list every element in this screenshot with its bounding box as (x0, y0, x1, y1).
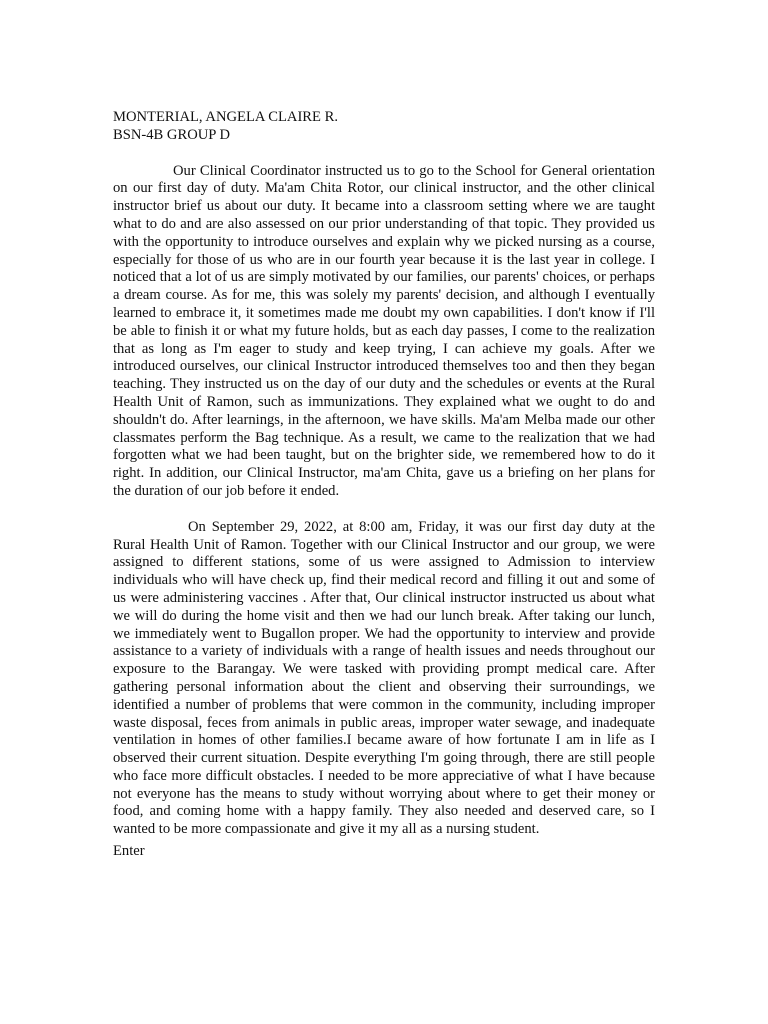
document-page (113, 109, 655, 861)
trailing-text: Enter (113, 843, 145, 860)
student-section: BSN-4B GROUP D (113, 126, 231, 143)
paragraph-orientation: Our Clinical Coordinator instructed us to go to the School for General orientation on our first day of duty. Ma'am Chita Rotor, our clinical instructor, and the other clinical instructor brief us about our duty. It became into a classroom setting where we are taught what to do and are also assessed on our prior understanding of that topic. They provided us with the opportunity to introduce ourselves and explain why we picked nursing as a course, especially for those of us who are in our fourth year because it is the last year in college. I noticed that a lot of us are simply motivated by our families, our parents' choices, or perhaps a dream course. As for me, this was solely my parents' decision, and although I eventually learned to embrace it, it sometimes made me doubt my own capabilities. I don't know if I'll be able to finish it or what my future holds, but as each day passes, I come to the realization that as long as I'm eager to study and keep trying, I can achieve my goals. After we introduced ourselves, our clinical Instructor introduced themselves too and then they began teaching. They instructed us on the day of our duty and the schedules or events at the Rural Health Unit of Ramon, such as immunizations. They explained what we ought to do and shouldn't do. After learnings, in the afternoon, we have skills. Ma'am Melba made our other classmates perform the Bag technique. As a result, we came to the realization that we had forgotten what we had been taught, but on the brighter side, we remembered how to do it right. In addition, our Clinical Instructor, ma'am Chita, gave us a briefing on her plans for the duration of our job before it ended. (113, 162, 655, 499)
paragraph-first-duty: On September 29, 2022, at 8:00 am, Friday, it was our first day duty at the Rural Health Unit of Ramon. Together with our Clinical Instructor and our group, we were assigned to different stations, some of us were assigned to Admission to interview individuals who will have check up, find their medical record and filling it out and some of us were administering vaccines . After that, Our clinical instructor instructed us about what we will do during the home visit and then we had our lunch break. After taking our lunch, we immediately went to Bugallon proper. We had the opportunity to interview and provide assistance to a variety of individuals with a range of health issues and needs throughout our exposure to the Barangay. We were tasked with providing prompt medical care. After gathering personal information about the client and observing their surroundings, we identified a number of problems that were common in the community, including improper waste disposal, feces from animals in public areas, improper water sewage, and inadequate ventilation in homes of other families.I became aware of how fortunate I am in life as I observed their current situation. Despite everything I'm going through, there are still people who face more difficult obstacles. I needed to be more appreciative of what I have because not everyone has the means to study without worrying about where to get their money or food, and coming home with a happy family. They also needed and deserved care, so I wanted to be more compassionate and give it my all as a nursing student. (113, 518, 655, 838)
student-name: MONTERIAL, ANGELA CLAIRE R. (113, 109, 338, 125)
